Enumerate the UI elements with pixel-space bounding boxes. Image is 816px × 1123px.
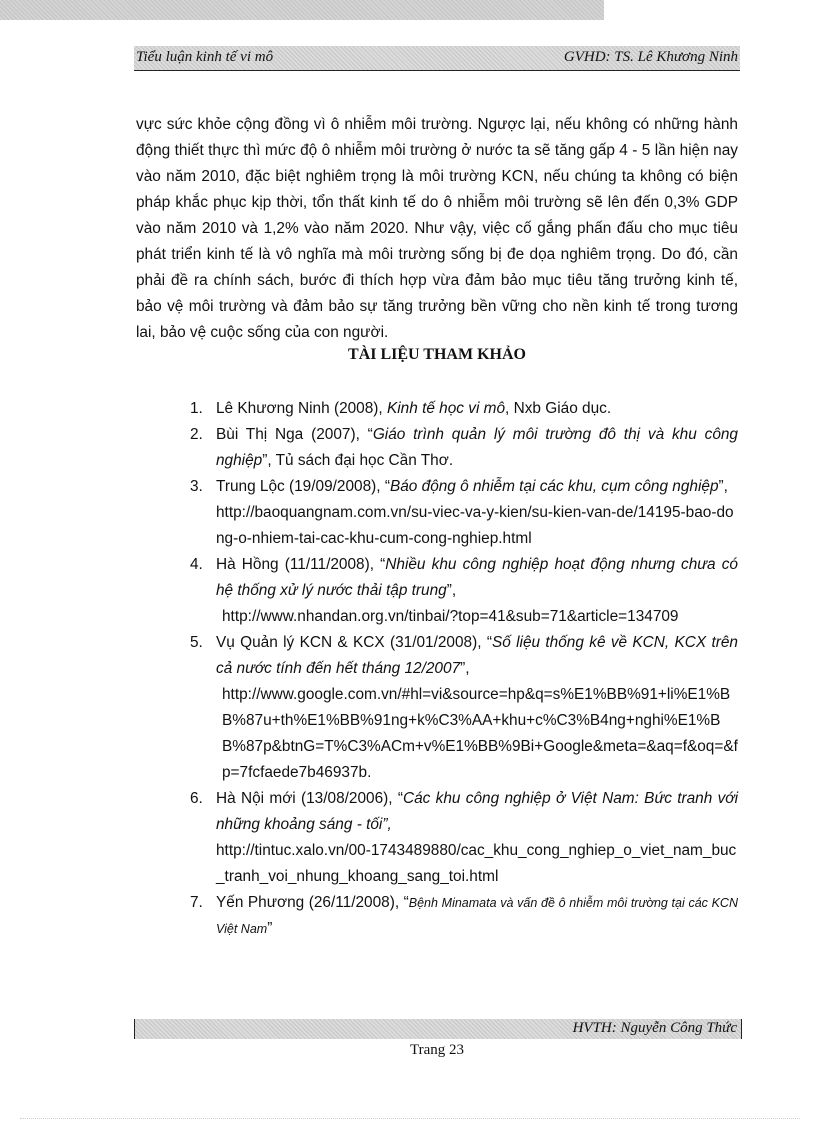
top-decorative-bar xyxy=(0,0,604,20)
reference-author: Hà Hồng (11/11/2008), “ xyxy=(216,556,386,573)
reference-item-2 xyxy=(190,422,738,474)
bottom-divider xyxy=(20,1118,800,1119)
reference-author: Trung Lộc (19/09/2008), “ xyxy=(216,478,390,495)
reference-title: Các khu công nghiệp ở Việt Nam: Bức tranh với những khoảng sáng - tối”, xyxy=(216,790,738,833)
reference-publisher: ”, Tủ sách đại học Cần Thơ. xyxy=(262,452,454,469)
reference-url[interactable]: http://www.google.com.vn/#hl=vi&source=hp&q=s%E1%BB%91+li%E1%BB%87u+th%E1%BB%91ng+k%C3%AA+khu+c%C3%B4ng+nghi%E1%BB%87p&btnG=T%C3%ACm+v%E1%BB%9Bi+Google&meta=&aq=f&oq=&fp=7fcfaede7b46937b. xyxy=(222,686,738,781)
reference-item-7 xyxy=(190,890,738,942)
reference-item-1 xyxy=(190,396,738,422)
page-header xyxy=(134,46,740,71)
reference-publisher: , Nxb Giáo dục. xyxy=(505,400,612,417)
reference-title: Giáo trình quản lý môi trường đô thị và khu công nghiệp xyxy=(216,426,738,469)
reference-number: 5. xyxy=(190,634,203,651)
reference-item-3 xyxy=(190,474,738,552)
reference-title: Kinh tế học vi mô xyxy=(386,400,506,417)
reference-number: 1. xyxy=(190,400,203,417)
reference-number: 3. xyxy=(190,478,203,495)
reference-title: Số liệu thống kê về KCN, KCX trên cả nước tính đến hết tháng 12/2007 xyxy=(216,634,738,677)
reference-item-6 xyxy=(190,786,738,890)
reference-url[interactable]: http://baoquangnam.com.vn/su-viec-va-y-kien/su-kien-van-de/14195-bao-dong-o-nhiem-tai-cac-khu-cum-cong-nghiep.html xyxy=(216,504,734,547)
header-course-title: Tiểu luận kinh tế vi mô xyxy=(136,49,274,65)
reference-suffix: ” xyxy=(267,920,273,937)
reference-number: 7. xyxy=(190,894,203,911)
reference-title: Nhiều khu công nghiệp hoạt động nhưng chưa có hệ thống xử lý nước thải tập trung xyxy=(216,556,738,599)
reference-number: 6. xyxy=(190,790,203,807)
references-title: TÀI LIỆU THAM KHẢO xyxy=(348,346,526,363)
reference-url[interactable]: http://tintuc.xalo.vn/00-1743489880/cac_khu_cong_nghiep_o_viet_nam_buc_tranh_voi_nhung_khoang_sang_toi.html xyxy=(216,842,737,885)
reference-suffix: ”, xyxy=(446,582,457,599)
reference-author: Hà Nội mới (13/08/2006), “ xyxy=(216,790,403,807)
page-number: Trang 23 xyxy=(409,1042,465,1058)
reference-author: Vụ Quản lý KCN & KCX (31/01/2008), “ xyxy=(216,634,492,651)
header-advisor: GVHD: TS. Lê Khương Ninh xyxy=(563,49,738,65)
footer-student: HVTH: Nguyễn Công Thức xyxy=(572,1020,737,1036)
reference-title: Báo động ô nhiễm tại các khu, cụm công nghiệp xyxy=(389,478,719,495)
reference-number: 2. xyxy=(190,426,203,443)
references-list xyxy=(190,396,738,942)
reference-author: Lê Khương Ninh (2008), xyxy=(216,400,387,417)
reference-author: Bùi Thị Nga (2007), “ xyxy=(216,426,373,443)
reference-item-5 xyxy=(190,630,738,786)
body-paragraph: vực sức khỏe cộng đồng vì ô nhiễm môi trường. Ngược lại, nếu không có những hành động thiết thực thì mức độ ô nhiễm môi trường ở nước ta sẽ tăng gấp 4 - 5 lần hiện nay vào năm 2010, đặc biệt nghiêm trọng là môi trường KCN, nếu chúng ta không có biện pháp khắc phục kịp thời, tổn thất kinh tế do ô nhiễm môi trường sẽ lên đến 0,3% GDP vào năm 2010 và 1,2% vào năm 2020. Như vậy, việc cố gắng phấn đấu cho mục tiêu phát triển kinh tế là vô nghĩa mà môi trường sống bị đe dọa nghiêm trọng. Do đó, cần phải đề ra chính sách, bước đi thích hợp vừa đảm bảo mục tiêu tăng trưởng kinh tế, bảo vệ môi trường và đảm bảo sự tăng trưởng bền vững cho nền kinh tế trong tương lai, bảo vệ cuộc sống của con người. xyxy=(136,116,738,341)
reference-number: 4. xyxy=(190,556,203,573)
reference-title: Bệnh Minamata và vấn đề ô nhiễm môi trường tại các KCN Việt Nam xyxy=(216,896,738,936)
reference-suffix: ”, xyxy=(460,660,470,677)
reference-suffix: ”, xyxy=(718,478,728,495)
reference-author: Yến Phương (26/11/2008), “ xyxy=(216,894,409,911)
reference-url[interactable]: http://www.nhandan.org.vn/tinbai/?top=41&sub=71&article=134709 xyxy=(222,608,679,625)
page-footer xyxy=(134,1019,742,1039)
reference-item-4 xyxy=(190,552,738,630)
